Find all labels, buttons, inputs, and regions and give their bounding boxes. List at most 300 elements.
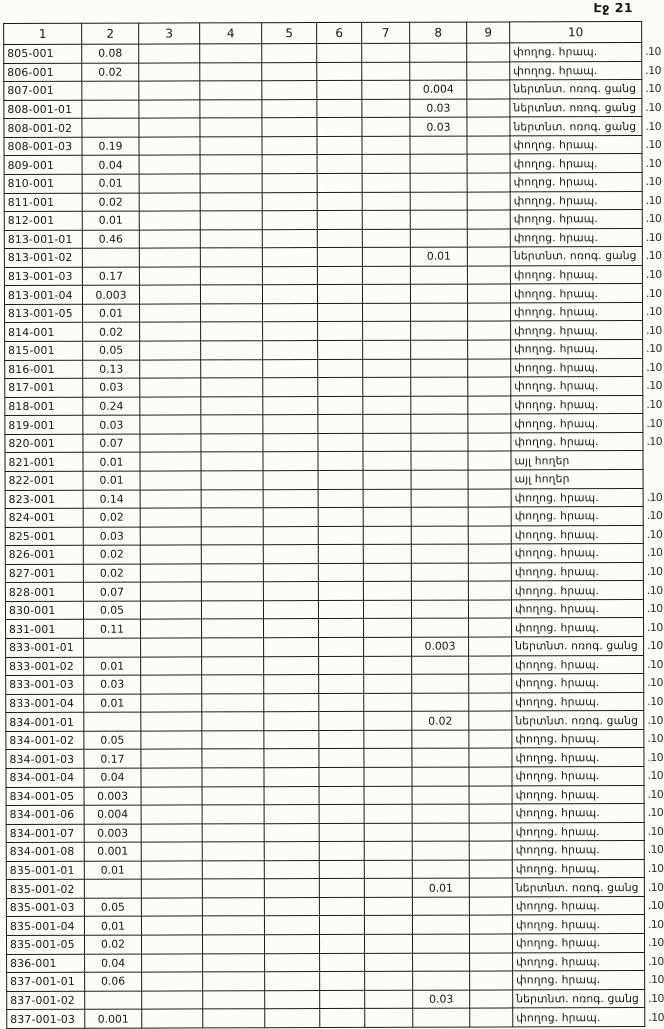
empty-cell	[265, 972, 320, 991]
empty-cell	[141, 675, 202, 694]
margin-mark: .10	[648, 954, 664, 968]
empty-cell	[319, 804, 364, 823]
col8-value-cell: 0.02	[412, 711, 469, 730]
empty-cell	[263, 341, 318, 360]
empty-cell	[362, 62, 410, 81]
empty-cell	[202, 656, 264, 675]
row-id-cell: 818-001	[5, 397, 83, 416]
area-value-cell: 0.003	[84, 824, 141, 843]
empty-cell	[468, 433, 511, 452]
row-id-cell: 821-001	[5, 453, 83, 472]
empty-cell	[363, 507, 411, 526]
table-row	[4, 80, 661, 101]
area-value-cell	[84, 712, 141, 731]
margin-mark: .10	[645, 249, 662, 263]
empty-cell	[319, 749, 364, 768]
area-value-cell: 0.03	[83, 378, 140, 397]
margin-mark: .10	[646, 527, 663, 541]
empty-cell	[469, 693, 512, 712]
empty-cell	[468, 526, 511, 545]
land-use-cell: փողոց. հրապ.	[511, 488, 643, 507]
empty-cell	[201, 471, 263, 490]
empty-cell	[364, 730, 412, 749]
empty-cell	[468, 321, 511, 340]
area-value-cell: 0.07	[83, 582, 140, 601]
area-value-cell: 0.03	[83, 527, 140, 546]
empty-cell	[319, 693, 364, 712]
empty-cell	[200, 285, 262, 304]
empty-cell	[468, 600, 511, 619]
empty-cell	[201, 601, 263, 620]
land-use-cell: փողոց. հրապ.	[510, 135, 642, 154]
area-value-cell: 0.01	[83, 304, 140, 323]
empty-cell	[467, 43, 510, 62]
empty-cell	[202, 879, 264, 898]
empty-cell	[364, 749, 412, 768]
area-value-cell: 0.14	[83, 490, 140, 509]
empty-cell	[317, 210, 362, 229]
margin-mark: .10	[648, 991, 664, 1005]
land-use-cell: փողոց. հրապ.	[511, 432, 643, 451]
empty-cell	[264, 730, 319, 749]
col8-value-cell	[413, 1008, 470, 1027]
empty-cell	[263, 582, 318, 601]
margin-mark: .10	[646, 490, 663, 504]
empty-cell	[140, 378, 201, 397]
empty-cell	[263, 526, 318, 545]
empty-cell	[202, 768, 264, 787]
row-id-cell: 811-001	[4, 193, 82, 212]
empty-cell	[140, 582, 201, 601]
empty-cell	[200, 81, 262, 100]
empty-cell	[363, 377, 411, 396]
area-value-cell: 0.01	[83, 471, 140, 490]
empty-cell	[317, 136, 362, 155]
col8-value-cell	[410, 62, 467, 81]
empty-cell	[139, 118, 200, 137]
empty-cell	[141, 749, 202, 768]
row-id-cell: 833-001-03	[6, 675, 84, 694]
empty-cell	[364, 823, 412, 842]
empty-cell	[264, 860, 319, 879]
area-value-cell: 0.17	[84, 749, 141, 768]
empty-cell	[469, 823, 512, 842]
land-use-cell: փողոց. հրապ.	[510, 210, 642, 229]
empty-cell	[469, 878, 512, 897]
empty-cell	[263, 415, 318, 434]
table-row	[6, 729, 663, 750]
empty-cell	[264, 767, 319, 786]
empty-cell	[318, 340, 363, 359]
table-row	[4, 61, 661, 82]
empty-cell	[317, 173, 362, 192]
row-id-cell: 809-001	[4, 156, 82, 175]
empty-cell	[139, 285, 200, 304]
empty-cell	[201, 322, 263, 341]
table-row	[4, 265, 661, 286]
empty-cell	[141, 656, 202, 675]
area-value-cell	[82, 118, 139, 137]
margin-mark: .10	[646, 379, 662, 393]
land-use-cell: փողոց. հրապ.	[511, 525, 643, 544]
land-use-cell: փողոց. հրապ.	[511, 395, 643, 414]
land-use-cell: ներտնտ. ոռոգ. ցանց	[512, 637, 644, 656]
empty-cell	[319, 860, 364, 879]
land-use-cell: այլ հողեր	[511, 451, 643, 470]
land-use-cell: փողոց. հրապ.	[511, 599, 643, 618]
empty-cell	[363, 322, 411, 341]
land-use-cell: ներտնտ. ոռոգ. ցանց	[512, 878, 644, 897]
empty-cell	[139, 248, 200, 267]
empty-cell	[320, 1009, 365, 1028]
empty-cell	[263, 470, 318, 489]
empty-cell	[200, 118, 262, 137]
margin-mark: .10	[647, 787, 664, 801]
col8-value-cell	[411, 600, 468, 619]
land-use-cell: փողոց. հրապ.	[511, 414, 643, 433]
area-value-cell: 0.03	[84, 675, 141, 694]
empty-cell	[362, 80, 410, 99]
empty-cell	[201, 304, 263, 323]
row-id-cell: 835-001-03	[6, 898, 84, 917]
empty-cell	[364, 693, 412, 712]
col8-value-cell	[410, 43, 467, 62]
margin-mark: .10	[646, 360, 662, 374]
area-value-cell: 0.05	[84, 731, 141, 750]
empty-cell	[319, 730, 364, 749]
empty-cell	[139, 230, 200, 249]
empty-cell	[319, 879, 364, 898]
table-row	[6, 766, 663, 787]
empty-cell	[139, 174, 200, 193]
margin-mark: .10	[645, 138, 662, 152]
empty-cell	[364, 656, 412, 675]
table-row	[6, 859, 663, 880]
area-value-cell: 0.004	[84, 805, 141, 824]
row-id-cell: 834-001-02	[6, 731, 84, 750]
empty-cell	[317, 99, 362, 118]
row-id-cell: 837-001-02	[7, 991, 85, 1010]
table-row	[6, 933, 663, 954]
land-use-cell: փողոց. հրապ.	[513, 971, 645, 990]
empty-cell	[265, 953, 320, 972]
empty-cell	[362, 155, 410, 174]
col8-value-cell	[410, 266, 467, 285]
empty-cell	[467, 154, 510, 173]
empty-cell	[363, 303, 411, 322]
col8-value-cell: 0.003	[412, 637, 469, 656]
row-id-cell: 834-001-07	[6, 824, 84, 843]
empty-cell	[141, 694, 202, 713]
empty-cell	[319, 637, 364, 656]
empty-cell	[139, 211, 200, 230]
empty-cell	[141, 879, 202, 898]
margin-mark: .10	[647, 880, 664, 894]
area-value-cell	[84, 638, 141, 657]
area-value-cell: 0.05	[83, 341, 140, 360]
col8-value-cell	[411, 451, 468, 470]
col8-value-cell	[412, 897, 469, 916]
table-row	[7, 952, 664, 973]
empty-cell	[317, 192, 362, 211]
land-use-cell: փողոց. հրապ.	[510, 265, 642, 284]
empty-cell	[319, 897, 364, 916]
land-use-cell: փողոց. հրապ.	[512, 729, 644, 748]
empty-cell	[362, 117, 410, 136]
empty-cell	[364, 934, 412, 953]
empty-cell	[362, 285, 410, 304]
empty-cell	[264, 935, 319, 954]
col8-value-cell	[411, 414, 468, 433]
table-row	[7, 989, 664, 1010]
land-use-cell: փողոց. հրապ.	[511, 544, 643, 563]
margin-mark: .10	[647, 676, 663, 690]
empty-cell	[140, 489, 201, 508]
empty-cell	[364, 879, 412, 898]
land-use-cell: փողոց. հրապ.	[510, 43, 642, 62]
margin-mark: .10	[645, 45, 661, 59]
col8-value-cell	[410, 284, 467, 303]
margin-mark: .10	[645, 156, 662, 170]
empty-cell	[202, 842, 264, 861]
empty-cell	[470, 952, 513, 971]
empty-cell	[202, 712, 264, 731]
row-id-cell: 836-001	[7, 954, 85, 973]
empty-cell	[263, 396, 318, 415]
empty-cell	[365, 953, 413, 972]
empty-cell	[140, 359, 201, 378]
empty-cell	[317, 62, 362, 81]
empty-cell	[142, 972, 203, 991]
table-row	[6, 636, 663, 657]
empty-cell	[140, 471, 201, 490]
col8-value-cell	[410, 229, 467, 248]
col8-value-cell	[412, 656, 469, 675]
col8-value-cell	[411, 377, 468, 396]
land-use-cell: փողոց. հրապ.	[510, 191, 642, 210]
empty-cell	[319, 767, 364, 786]
table-row	[4, 117, 661, 138]
empty-cell	[203, 972, 265, 991]
col8-value-cell	[412, 841, 469, 860]
empty-cell	[201, 563, 263, 582]
col8-value-cell	[412, 823, 469, 842]
table-row	[6, 785, 663, 806]
col8-value-cell	[411, 340, 468, 359]
row-id-cell: 837-001-03	[7, 1010, 85, 1029]
land-use-cell: փողոց. հրապ.	[512, 655, 644, 674]
col8-value-cell	[410, 210, 467, 229]
empty-cell	[467, 191, 510, 210]
margin-mark: .10	[647, 750, 664, 764]
empty-cell	[262, 229, 317, 248]
col8-value-cell	[412, 693, 469, 712]
area-value-cell: 0.17	[82, 267, 139, 286]
empty-cell	[141, 842, 202, 861]
empty-cell	[201, 582, 263, 601]
col8-value-cell: 0.03	[410, 117, 467, 136]
empty-cell	[468, 451, 511, 470]
empty-cell	[467, 117, 510, 136]
table-row	[6, 674, 663, 695]
area-value-cell: 0.01	[84, 917, 141, 936]
table-row	[5, 395, 662, 416]
empty-cell	[469, 711, 512, 730]
empty-cell	[467, 173, 510, 192]
land-use-cell: ներտնտ. ոռոգ. ցանց	[510, 98, 642, 117]
empty-cell	[364, 786, 412, 805]
empty-cell	[318, 526, 363, 545]
area-value-cell: 0.02	[83, 564, 140, 583]
empty-cell	[202, 786, 264, 805]
empty-cell	[140, 564, 201, 583]
empty-cell	[362, 247, 410, 266]
empty-cell	[140, 452, 201, 471]
column-header-7: 7	[362, 22, 410, 43]
empty-cell	[320, 990, 365, 1009]
land-use-cell: փողոց. հրապ.	[511, 358, 643, 377]
empty-cell	[469, 804, 512, 823]
empty-cell	[469, 860, 512, 879]
table-row	[4, 98, 661, 119]
margin-mark: .10	[647, 917, 664, 931]
empty-cell	[363, 359, 411, 378]
empty-cell	[363, 340, 411, 359]
empty-cell	[202, 935, 264, 954]
empty-cell	[141, 712, 202, 731]
margin-mark: .10	[645, 119, 662, 133]
area-value-cell: 0.01	[84, 861, 141, 880]
table-row	[5, 358, 662, 379]
table-row	[5, 321, 662, 342]
empty-cell	[202, 805, 264, 824]
empty-cell	[202, 823, 264, 842]
empty-cell	[365, 971, 413, 990]
table-row	[6, 822, 663, 843]
empty-cell	[139, 81, 200, 100]
empty-cell	[467, 99, 510, 118]
margin-mark: .10	[646, 416, 663, 430]
row-id-cell: 835-001-04	[6, 917, 84, 936]
empty-cell	[318, 489, 363, 508]
empty-cell	[141, 824, 202, 843]
land-use-cell: փողոց. հրապ.	[512, 859, 644, 878]
land-use-cell: փողոց. հրապ.	[511, 562, 643, 581]
land-use-cell: փողոց. հրապ.	[513, 1008, 645, 1027]
column-header-4: 4	[200, 23, 262, 44]
empty-cell	[200, 192, 262, 211]
empty-cell	[262, 192, 317, 211]
empty-cell	[201, 415, 263, 434]
table-row	[7, 1008, 664, 1029]
empty-cell	[468, 488, 511, 507]
margin-mark: .10	[645, 63, 661, 77]
table-row	[5, 414, 662, 435]
area-value-cell: 0.06	[85, 972, 142, 991]
area-value-cell: 0.05	[83, 601, 140, 620]
col8-value-cell	[411, 563, 468, 582]
empty-cell	[202, 638, 264, 657]
area-value-cell	[82, 100, 139, 119]
empty-cell	[362, 43, 410, 62]
empty-cell	[262, 99, 317, 118]
col8-value-cell: 0.03	[413, 990, 470, 1009]
area-value-cell: 0.01	[82, 174, 139, 193]
table-row	[5, 599, 662, 620]
area-value-cell: 0.46	[82, 230, 139, 249]
empty-cell	[320, 953, 365, 972]
empty-cell	[469, 841, 512, 860]
empty-cell	[319, 619, 364, 638]
margin-mark: .10	[646, 305, 662, 319]
empty-cell	[201, 545, 263, 564]
row-id-cell: 808-001-02	[4, 119, 82, 138]
empty-cell	[468, 377, 511, 396]
empty-cell	[364, 841, 412, 860]
land-use-cell: փողոց. հրապ.	[511, 377, 643, 396]
area-value-cell: 0.07	[83, 434, 140, 453]
col8-value-cell	[410, 136, 467, 155]
empty-cell	[364, 674, 412, 693]
margin-mark: .10	[647, 861, 664, 876]
row-id-cell: 813-001-01	[4, 230, 82, 249]
empty-cell	[141, 619, 202, 638]
empty-cell	[200, 211, 262, 230]
row-id-cell: 807-001	[4, 81, 82, 100]
land-use-cell: փողոց. հրապ.	[512, 766, 644, 785]
empty-cell	[468, 340, 511, 359]
row-id-cell: 831-001	[6, 620, 84, 639]
empty-cell	[364, 804, 412, 823]
land-use-cell: փողոց. հրապ.	[512, 748, 644, 767]
area-value-cell: 0.04	[84, 768, 141, 787]
empty-cell	[468, 581, 511, 600]
col8-value-cell	[412, 730, 469, 749]
table-row	[5, 581, 662, 602]
empty-cell	[467, 229, 510, 248]
empty-cell	[467, 284, 510, 303]
margin-mark: .10	[648, 936, 664, 950]
empty-cell	[469, 767, 512, 786]
row-id-cell: 816-001	[5, 360, 83, 379]
empty-cell	[200, 229, 262, 248]
empty-cell	[142, 991, 203, 1010]
empty-cell	[318, 563, 363, 582]
col8-value-cell	[411, 470, 468, 489]
land-use-cell: փողոց. հրապ.	[511, 340, 643, 359]
empty-cell	[317, 266, 362, 285]
empty-cell	[469, 915, 512, 934]
area-value-cell: 0.08	[82, 44, 139, 63]
table-row	[4, 42, 661, 63]
empty-cell	[319, 842, 364, 861]
margin-mark: .10	[646, 397, 663, 411]
empty-cell	[139, 44, 200, 63]
empty-cell	[140, 322, 201, 341]
area-value-cell	[82, 81, 139, 100]
empty-cell	[140, 397, 201, 416]
column-header-8: 8	[410, 22, 467, 43]
table-row	[6, 915, 663, 936]
empty-cell	[264, 786, 319, 805]
empty-cell	[469, 897, 512, 916]
table-row	[4, 154, 661, 175]
margin-mark: .10	[646, 342, 662, 356]
land-use-cell: ներտնտ. ոռոգ. ցանց	[510, 117, 642, 136]
empty-cell	[201, 452, 263, 471]
row-id-cell: 835-001-01	[6, 861, 84, 880]
col8-value-cell: 0.03	[410, 99, 467, 118]
